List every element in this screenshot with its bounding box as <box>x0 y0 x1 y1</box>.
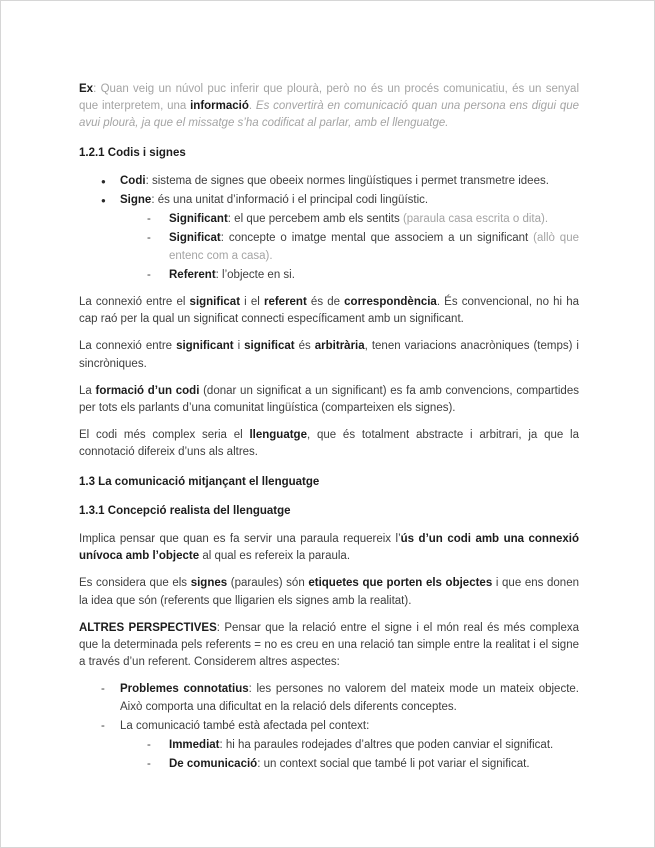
text-run: Immediat <box>169 739 220 752</box>
heading-concepcio-realista: 1.3.1 Concepció realista del llenguatge <box>79 504 291 517</box>
text-run: formació d’un codi <box>95 384 200 397</box>
text-run: Referent <box>169 268 216 281</box>
text-run: : Pensar que la relació entre el signe i el món real és més complexa que la determinada pels referents = no es creu en una relació tan simple entre la realitat i el signe a través d’un referent. Considerem altres aspectes: <box>79 621 579 669</box>
dash-marker: - <box>101 683 105 696</box>
paragraph-ex-intro <box>79 81 579 133</box>
paragraph-formacio-codi <box>79 383 579 417</box>
text-run: La <box>79 384 96 397</box>
text-run: El codi més complex seria el <box>79 429 250 442</box>
paragraph-es-considera <box>79 575 579 609</box>
text-run: és de <box>306 296 345 309</box>
dash-marker: - <box>147 739 151 752</box>
text-run: (allò que entenc com a casa). <box>169 232 579 262</box>
text-run: significant <box>176 340 234 353</box>
paragraph-implica-pensar <box>79 531 579 565</box>
text-run: etiquetes que porten els objectes <box>308 577 493 590</box>
dash-marker: - <box>147 268 151 281</box>
text-run: , que és totalment abstracte i arbitrari, ja que la connotació difereix d’uns als altres. <box>79 429 579 459</box>
text-run: , tenen variacions anacròniques (temps) i sincròniques. <box>79 340 579 370</box>
text-run: ALTRES PERSPECTIVES <box>79 621 217 634</box>
paragraph-connexio-correspondencia <box>79 294 579 328</box>
text-run: (donar un significat a un significant) es fa amb convencions, compartides per tots els parlants d’una comunitat lingüística (comparteixen els signes). <box>79 384 579 415</box>
text-run: : un context social que també li pot variar el significat. <box>257 758 530 771</box>
text-run: Codi <box>120 174 146 187</box>
text-run: (paraules) són <box>227 577 309 590</box>
text-run: Signe <box>120 194 152 207</box>
list-item-referent <box>79 267 579 284</box>
list-item-de-comunicacio <box>79 756 579 773</box>
text-run: : les persones no valorem del mateix mode un mateix objecte. Això comporta una dificultat en la relació dels diferents conceptes. <box>120 683 579 713</box>
dash-marker: - <box>101 719 105 732</box>
list-item-significant <box>79 211 579 228</box>
text-run: : Quan veig un núvol puc inferir que plourà, però no és un procés comunicatiu, és un senyal que interpretem, una <box>79 83 579 113</box>
text-run: . <box>248 100 256 113</box>
text-run: llenguatge <box>249 429 307 442</box>
text-run: referent <box>263 296 307 309</box>
text-run: Ex <box>79 83 94 95</box>
list-item-comunicacio-context <box>79 718 579 735</box>
list-item-significat <box>79 230 579 264</box>
text-run: ús d’un codi amb una connexió unívoca amb l’objecte <box>79 533 579 563</box>
text-run: . És convencional, no hi ha cap raó per la qual un significat connecti específicament amb un significant. <box>79 296 579 326</box>
dash-marker: - <box>147 758 151 771</box>
text-run: : concepte o imatge mental que associem a un significant <box>220 232 534 245</box>
text-run: i que ens donen la idea que són (referents que lligarien els signes amb la realitat). <box>79 577 579 607</box>
bullet-marker: ● <box>101 176 106 186</box>
text-run: : l’objecte en si. <box>215 268 295 281</box>
text-run: correspondència <box>344 296 437 309</box>
text-run: Es convertirà en comunicació quan una persona ens digui que avui plourà, ja que el missatge s’ha codificat al parlar, amb el llenguatge. <box>79 100 580 130</box>
document-body <box>79 81 579 776</box>
text-run: (paraula casa escrita o dita). <box>402 213 549 226</box>
list-item-problemes-connotatius <box>79 681 579 715</box>
text-run: i el <box>240 296 264 309</box>
text-run: al qual es refereix la paraula. <box>199 550 351 563</box>
text-run: La connexió entre <box>79 340 177 353</box>
text-run: Problemes connotatius <box>120 683 249 696</box>
dash-marker: - <box>147 213 151 226</box>
paragraph-codi-complex <box>79 427 579 461</box>
text-run: La comunicació també està afectada pel context: <box>120 719 370 732</box>
heading-comunicacio-llenguatge: 1.3 La comunicació mitjançant el llenguatge <box>79 475 320 488</box>
text-run: significat <box>244 340 295 353</box>
text-run: De comunicació <box>169 758 258 771</box>
bullet-marker: ● <box>101 196 106 206</box>
text-run: : hi ha paraules rodejades d’altres que poden canviar el significat. <box>219 739 554 752</box>
paragraph-connexio-arbitraria <box>79 338 579 372</box>
list-item-signe <box>79 192 579 209</box>
heading-codis-i-signes: 1.2.1 Codis i signes <box>79 146 186 159</box>
text-run: : sistema de signes que obeeix normes lingüístiques i permet transmetre idees. <box>145 174 549 187</box>
text-run: Significant <box>169 213 228 226</box>
text-run: arbitrària <box>314 340 365 353</box>
text-run: Es considera que els <box>79 577 191 590</box>
text-run: i <box>233 340 245 353</box>
text-run: : el que percebem amb els sentits <box>227 213 403 226</box>
text-run: signes <box>190 577 228 590</box>
paragraph-altres-perspectives <box>79 620 579 672</box>
text-run: és <box>294 340 315 353</box>
text-run: Implica pensar que quan es fa servir una paraula requereix l’ <box>79 533 401 546</box>
list-item-codi <box>79 173 579 190</box>
dash-marker: - <box>147 232 151 245</box>
text-run: significat <box>189 296 241 309</box>
text-run: Significat <box>169 232 221 245</box>
list-item-immediat <box>79 737 579 754</box>
text-run: : és una unitat d’informació i el principal codi lingüístic. <box>151 194 429 207</box>
text-run: La connexió entre el <box>79 296 190 309</box>
text-run: informació <box>190 100 249 113</box>
